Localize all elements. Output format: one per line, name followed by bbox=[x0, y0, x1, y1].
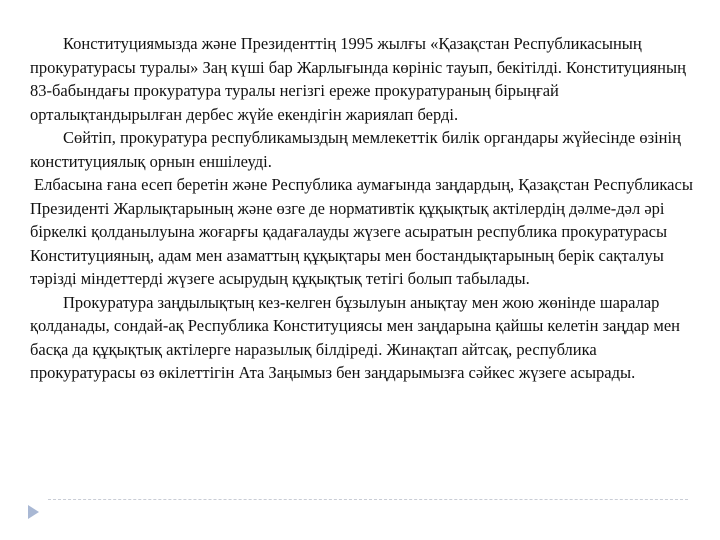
paragraph-3: Елбасына ғана есеп беретін және Республика аумағында заңдардың, Қазақстан Республикасы Президенті Жарлықтарының және өзге де нормативтік құқықтық актілердің дәлме-дәл әрі біркелкі қолданылуына жоғарғы қадағалауды жүзеге асыратын республика прокуратурасы Конституцияның, адам мен азаматтың құқықтары мен бостандықтарының берік сақталуы тәрізді міндеттерді жүзеге асырудың құқықтық тетігі болып табылады. bbox=[30, 175, 693, 288]
document-body bbox=[30, 32, 700, 385]
paragraph-1: Конституциямызда және Президенттің 1995 жылғы «Қазақстан Республикасының прокуратурасы туралы» Заң күші бар Жарлығында көрініс тауып, бекітілді. Конституцияның 83-бабындағы прокуратура туралы негізгі ереже прокуратураның бірыңғай орталықтандырылған дербес жүйе екендігін жариялап берді. bbox=[30, 34, 686, 124]
triangle-bullet-icon bbox=[26, 504, 40, 520]
paragraph-2: Сөйтіп, прокуратура республикамыздың мемлекеттік билік органдары жүйесінде өзінің конституциялық орнын еншілеуді. bbox=[30, 128, 681, 171]
paragraph-4: Прокуратура заңдылықтың кез-келген бұзылуын анықтау мен жою жөнінде шаралар қолданады, сондай-ақ Республика Конституциясы мен заңдарына қайшы келетін заңдар мен басқа да құқықтық актілерге наразылық білдіреді. Жинақтап айтсақ, республика прокуратурасы өз өкілеттігін Ата Заңымыз бен заңдарымызға сәйкес жүзеге асырады. bbox=[30, 292, 681, 382]
footer-divider bbox=[48, 499, 688, 500]
